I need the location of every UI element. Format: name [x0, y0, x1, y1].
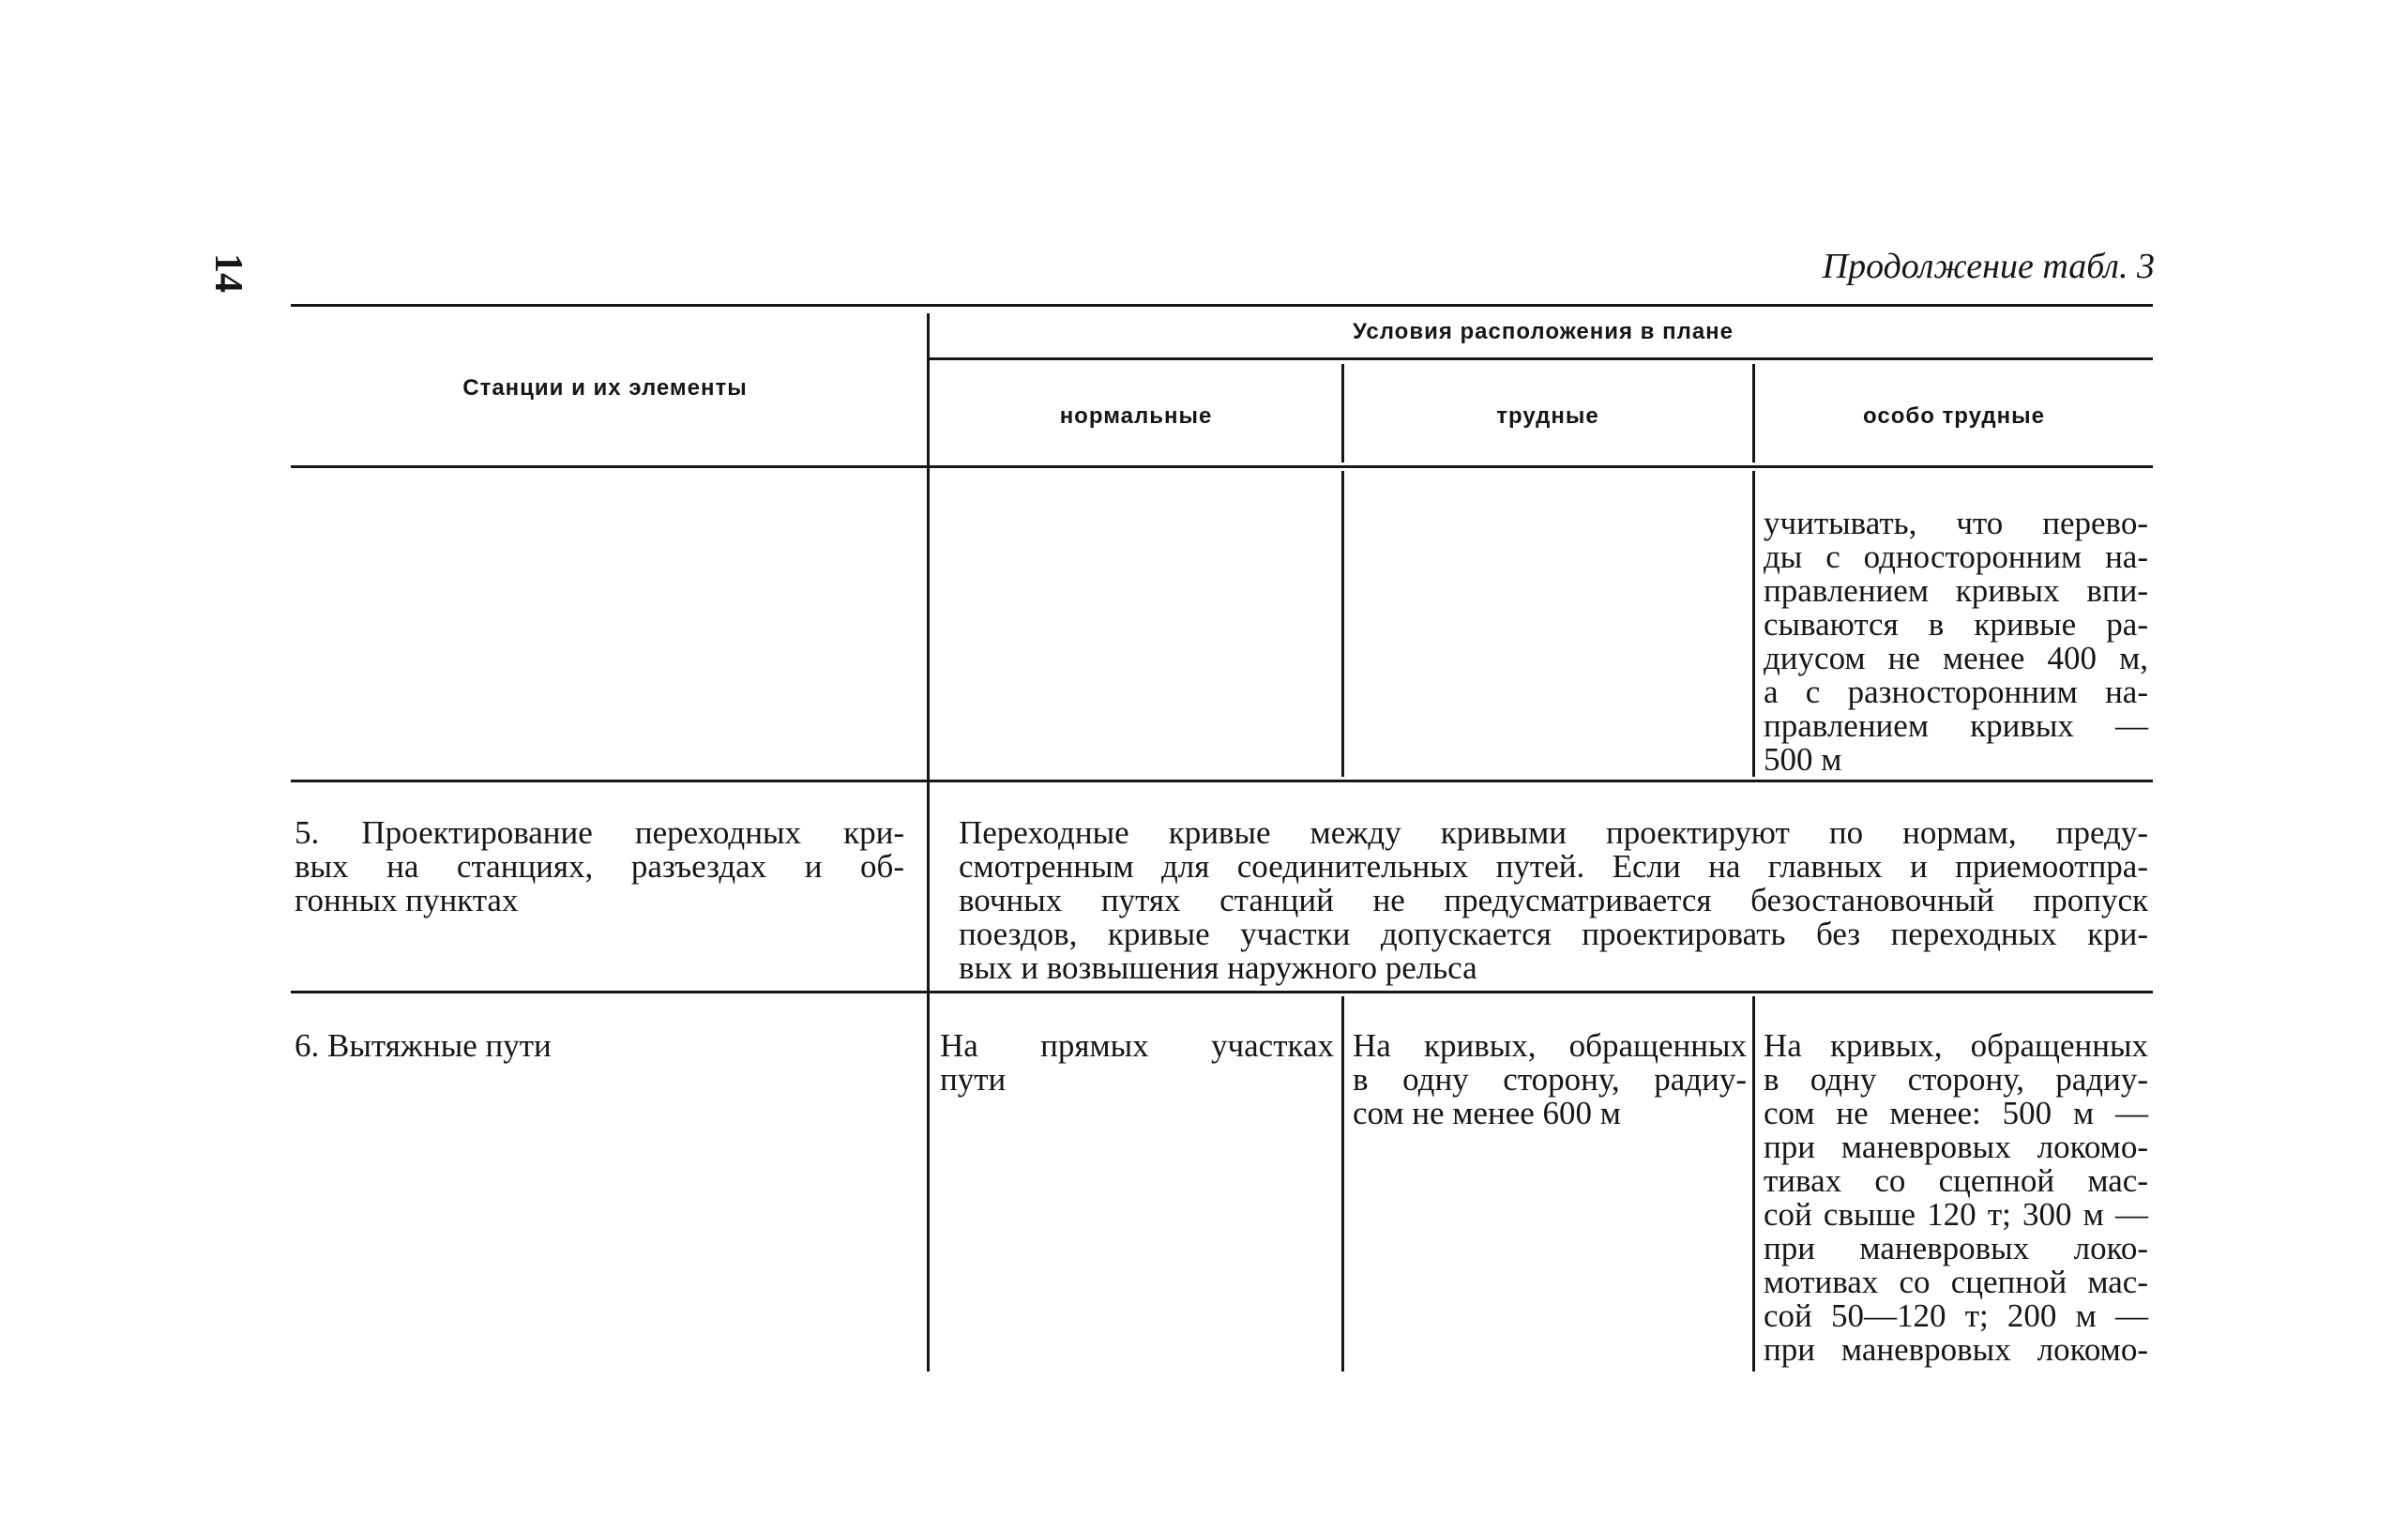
row5-merged-conditions [959, 816, 2148, 985]
text-line: сой 50—120 т; 200 м — [1764, 1297, 2148, 1334]
text-line: сом не менее: 500 м — [1764, 1095, 2148, 1131]
header-normal: нормальные [1059, 403, 1213, 429]
header-bottom-rule [291, 465, 2153, 468]
text-line: пути [940, 1061, 1007, 1098]
row6-difficult [1353, 1029, 1747, 1130]
normal-difficult-divider-header [1341, 364, 1344, 462]
row6-element: 6. Вытяжные пути [295, 1027, 552, 1064]
conditions-header-rule [929, 357, 2153, 360]
text-line: в одну сторону, радиу- [1764, 1061, 2148, 1098]
text-line: тивах со сцепной мас- [1764, 1162, 2148, 1199]
row5-bottom-rule [291, 991, 2153, 993]
text-line: при маневровых локо- [1764, 1230, 2148, 1266]
difficult-very-difficult-divider-row-continued [1752, 471, 1755, 777]
text-line: мотивах со сцепной мас- [1764, 1264, 2148, 1300]
header-stations-elements: Станции и их элементы [462, 375, 748, 401]
table-caption: Продолжение табл. 3 [1822, 247, 2155, 286]
text-line: На кривых, обращенных [1353, 1027, 1747, 1064]
text-line: диусом не менее 400 м, [1764, 640, 2148, 676]
row-continued-very-difficult [1764, 507, 2148, 777]
text-line: учитывать, что перево- [1764, 505, 2148, 541]
text-line: в одну сторону, радиу- [1353, 1061, 1747, 1098]
difficult-very-difficult-divider-row6 [1752, 996, 1755, 1372]
row-continued-bottom-rule [291, 780, 2153, 782]
text-line: сой свыше 120 т; 300 м — [1764, 1196, 2148, 1233]
stations-column-divider [927, 313, 930, 1372]
table-top-rule [291, 304, 2153, 307]
text-line: поездов, кривые участки допускается проектировать без переходных кри- [959, 916, 2148, 952]
page-number: 14 [206, 253, 250, 293]
text-line: ды с односторонним на- [1764, 538, 2148, 575]
header-very-difficult: особо трудные [1863, 403, 2045, 429]
text-line: при маневровых локомо- [1764, 1331, 2148, 1368]
text-line: при маневровых локомо- [1764, 1129, 2148, 1165]
text-line: 500 м [1764, 741, 1842, 778]
row5-element [295, 816, 904, 917]
text-line: правлением кривых — [1764, 707, 2148, 744]
text-line: Переходные кривые между кривыми проектируют по нормам, преду- [959, 814, 2148, 851]
text-line: вых на станциях, разъездах и об- [295, 848, 904, 885]
header-difficult: трудные [1496, 403, 1599, 429]
row6-normal [940, 1029, 1334, 1097]
normal-difficult-divider-row-continued [1341, 471, 1344, 777]
text-line: а с разносторонним на- [1764, 674, 2148, 710]
normal-difficult-divider-row6 [1341, 996, 1344, 1372]
text-line: На кривых, обращенных [1764, 1027, 2148, 1064]
text-line: смотренным для соединительных путей. Если на главных и приемоотпра- [959, 848, 2148, 885]
difficult-very-difficult-divider-header [1752, 364, 1755, 462]
text-line: сываются в кривые ра- [1764, 606, 2148, 643]
text-line: вочных путях станций не предусматривается безостановочный пропуск [959, 882, 2148, 918]
text-line: сом не менее 600 м [1353, 1095, 1621, 1131]
text-line: 5. Проектирование переходных кри- [295, 814, 904, 851]
text-line: На прямых участках [940, 1027, 1334, 1064]
text-line: гонных пунктах [295, 882, 519, 918]
row6-very-difficult [1764, 1029, 2148, 1367]
header-conditions: Условия расположения в плане [1352, 319, 1734, 344]
text-line: вых и возвышения наружного рельса [959, 949, 1477, 986]
text-line: правлением кривых впи- [1764, 572, 2148, 609]
